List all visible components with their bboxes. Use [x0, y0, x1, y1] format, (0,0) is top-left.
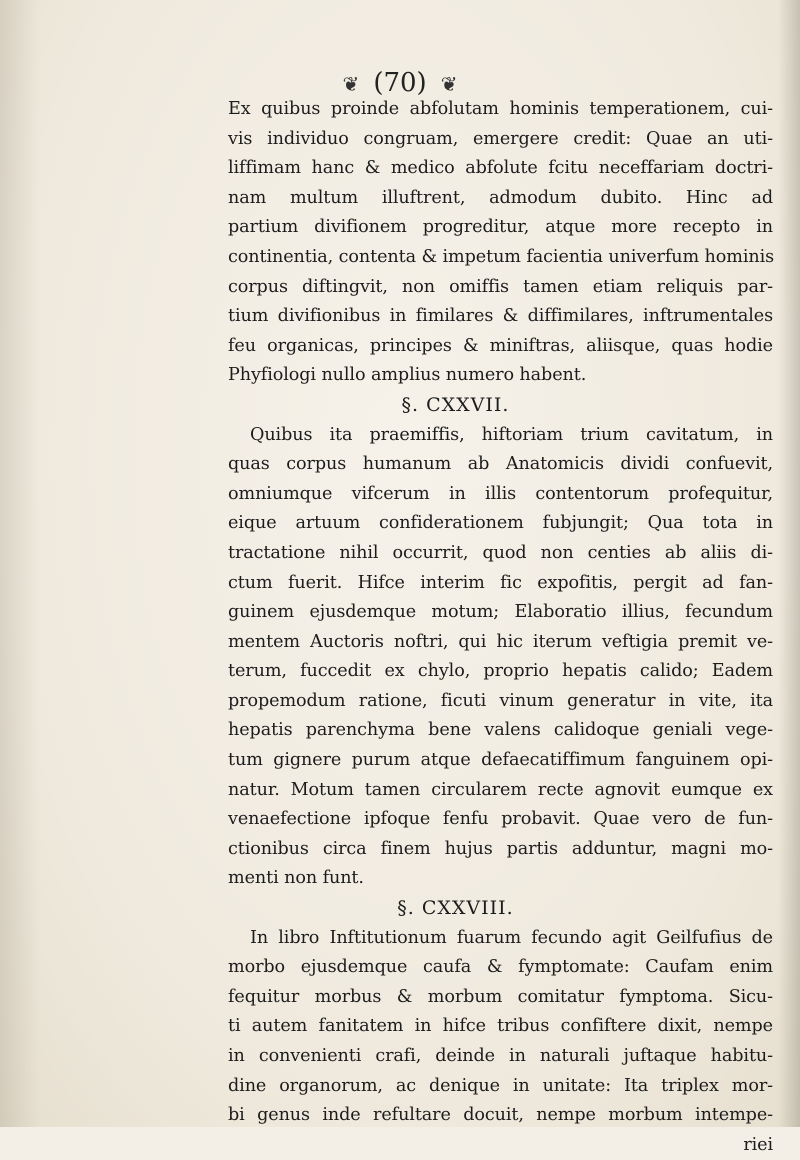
- text-line: In libro Inftitutionum fuarum fecundo agit Geilfufius de: [250, 927, 773, 948]
- text-line: guinem ejusdemque motum; Elaboratio illius, fecundum: [228, 602, 773, 623]
- text-line: tum gignere purum atque defaecatiffimum fanguinem opi-: [228, 750, 773, 771]
- text-line: fequitur morbus & morbum comitatur fymptoma. Sicu-: [228, 986, 773, 1007]
- text-line: nam multum illuftrent, admodum dubito. Hinc ad: [228, 187, 773, 208]
- text-line: ctionibus circa finem hujus partis adduntur, magni mo-: [228, 838, 773, 859]
- text-line: venaefectione ipfoque fenfu probavit. Quae vero de fun-: [228, 809, 773, 830]
- text-line: natur. Motum tamen circularem recte agnovit eumque ex: [228, 779, 773, 800]
- text-line: corpus diftingvit, non omiffis tamen etiam reliquis par-: [228, 276, 773, 297]
- text-line: dine organorum, ac denique in unitate: Ita triplex mor-: [228, 1075, 773, 1096]
- text-line: terum, fuccedit ex chylo, proprio hepatis calido; Eadem: [228, 661, 773, 682]
- text-line: quas corpus humanum ab Anatomicis dividi confuevit,: [228, 454, 773, 475]
- text-line: tium divifionibus in fimilares & diffimilares, inftrumentales: [228, 306, 773, 327]
- section-heading: §. CXXVII.: [401, 393, 510, 416]
- text-line: vis individuo congruam, emergere credit: Quae an uti-: [228, 128, 773, 149]
- body-text: [228, 95, 773, 1160]
- text-line: bi genus inde refultare docuit, nempe morbum intempe-: [228, 1105, 773, 1126]
- text-line: mentem Auctoris noftri, qui hic iterum veftigia premit ve-: [228, 631, 773, 652]
- page-number: (70): [373, 68, 427, 98]
- text-line: omniumque vifcerum in illis contentorum profequitur,: [228, 483, 773, 504]
- fleuron-right-icon: ❦: [440, 72, 458, 96]
- section-heading: §. CXXVIII.: [397, 897, 514, 920]
- text-line: Quibus ita praemiffis, hiftoriam trium cavitatum, in: [250, 424, 773, 445]
- text-line: partium divifionem progreditur, atque more recepto in: [228, 217, 773, 238]
- page-shadow-left: [0, 0, 40, 1127]
- text-line: ctum fuerit. Hifce interim fic expofitis, pergit ad fan-: [228, 572, 773, 593]
- text-line: continentia, contenta & impetum facientia univerfum hominis: [228, 246, 775, 267]
- text-line: propemodum ratione, ficuti vinum generatur in vite, ita: [228, 690, 773, 711]
- text-line: eique artuum confiderationem fubjungit; Qua tota in: [228, 513, 773, 534]
- text-line: tractatione nihil occurrit, quod non centies ab aliis di-: [228, 542, 773, 563]
- catchword: riei: [743, 1134, 773, 1155]
- fleuron-left-icon: ❦: [342, 72, 360, 96]
- page-header: [0, 68, 800, 98]
- text-line: Ex quibus proinde abfolutam hominis temperationem, cui-: [228, 99, 773, 119]
- text-line: ti autem fanitatem in hifce tribus confiftere dixit, nempe: [228, 1016, 773, 1037]
- text-line: Phyfiologi nullo amplius numero habent.: [228, 365, 587, 386]
- text-line: menti non funt.: [228, 868, 364, 889]
- page-shadow-right: [778, 0, 800, 1127]
- text-line: in convenienti crafi, deinde in naturali juftaque habitu-: [228, 1046, 773, 1066]
- text-line: liffimam hanc & medico abfolute fcitu neceffariam doctri-: [228, 158, 773, 179]
- text-line: hepatis parenchyma bene valens calidoque geniali vege-: [228, 720, 773, 741]
- text-line: morbo ejusdemque caufa & fymptomate: Caufam enim: [228, 957, 773, 978]
- text-line: feu organicas, principes & miniftras, aliisque, quas hodie: [228, 335, 773, 356]
